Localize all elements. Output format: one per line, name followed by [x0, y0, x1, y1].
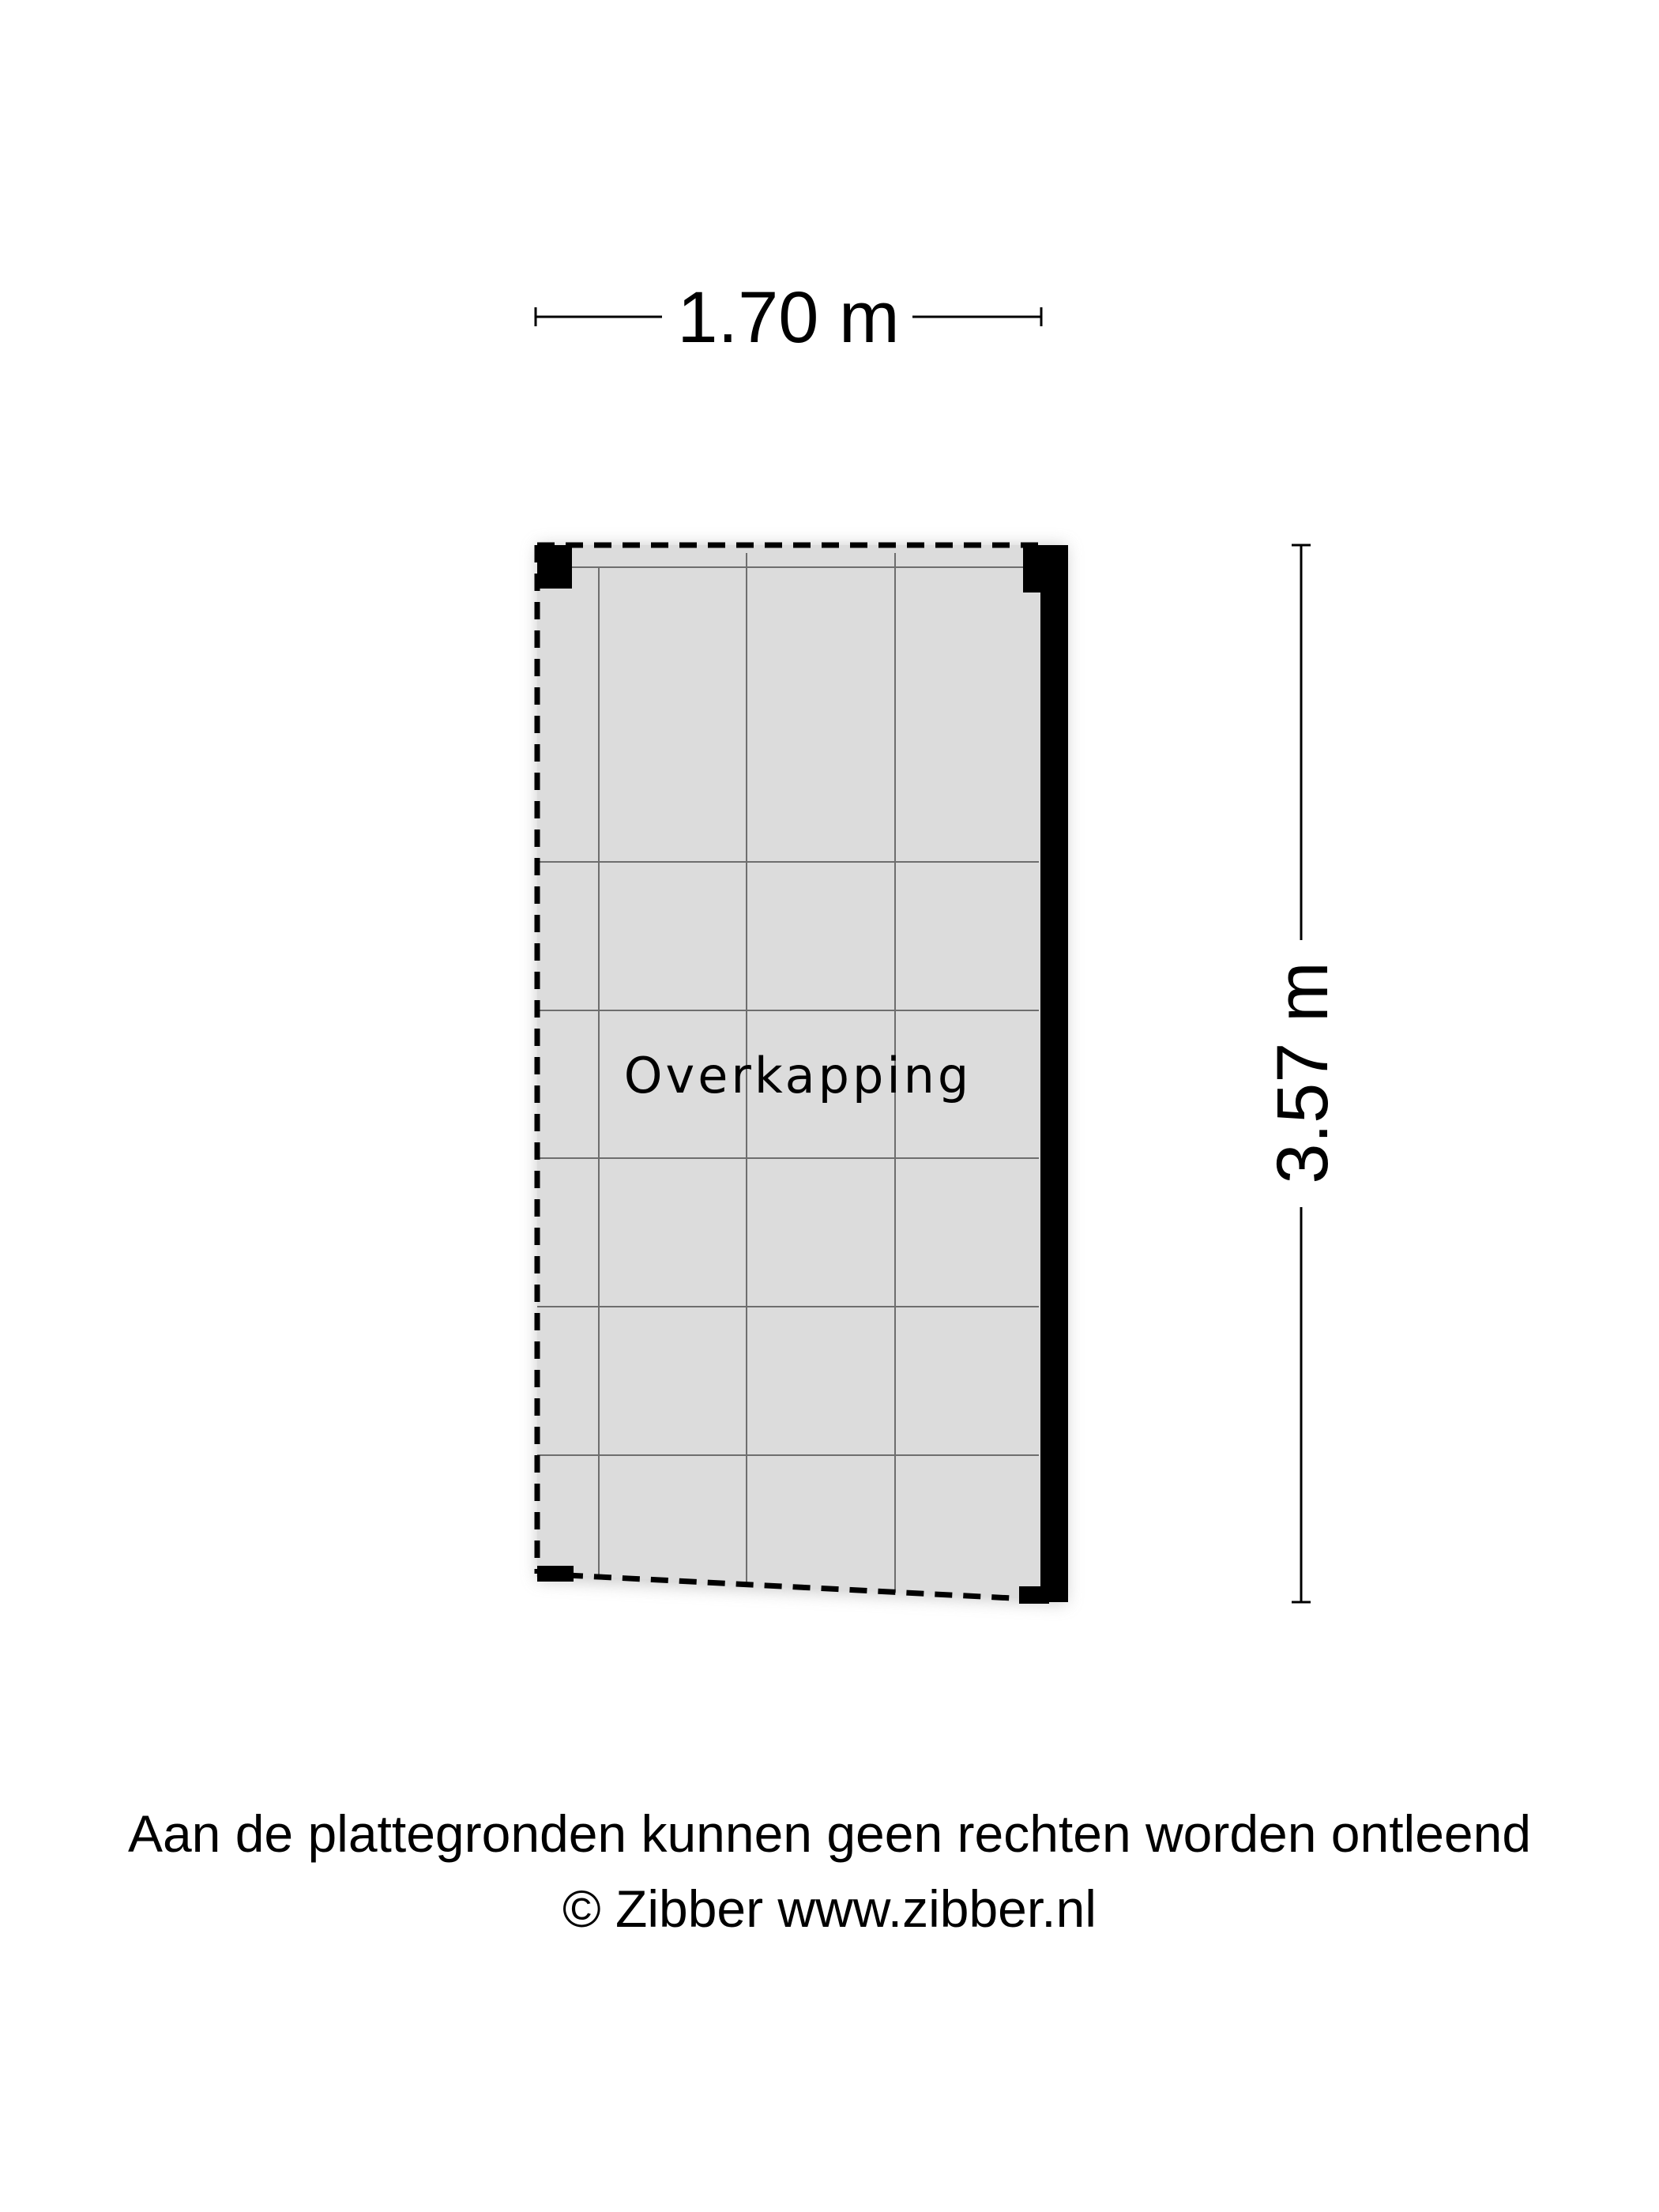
post-bottom-right — [1019, 1586, 1049, 1604]
post-bottom-left — [537, 1566, 574, 1582]
right-wall — [1040, 545, 1068, 1602]
depth-dimension-label: 3.57 m — [1262, 961, 1343, 1184]
post-top-right — [1023, 545, 1055, 592]
room-label: Overkapping — [623, 1047, 972, 1104]
post-top-left — [537, 545, 572, 589]
disclaimer-text: Aan de plattegronden kunnen geen rechten worden ontleend — [127, 1804, 1532, 1863]
width-dimension-label: 1.70 m — [677, 277, 900, 358]
copyright-text: © Zibber www.zibber.nl — [562, 1879, 1097, 1938]
